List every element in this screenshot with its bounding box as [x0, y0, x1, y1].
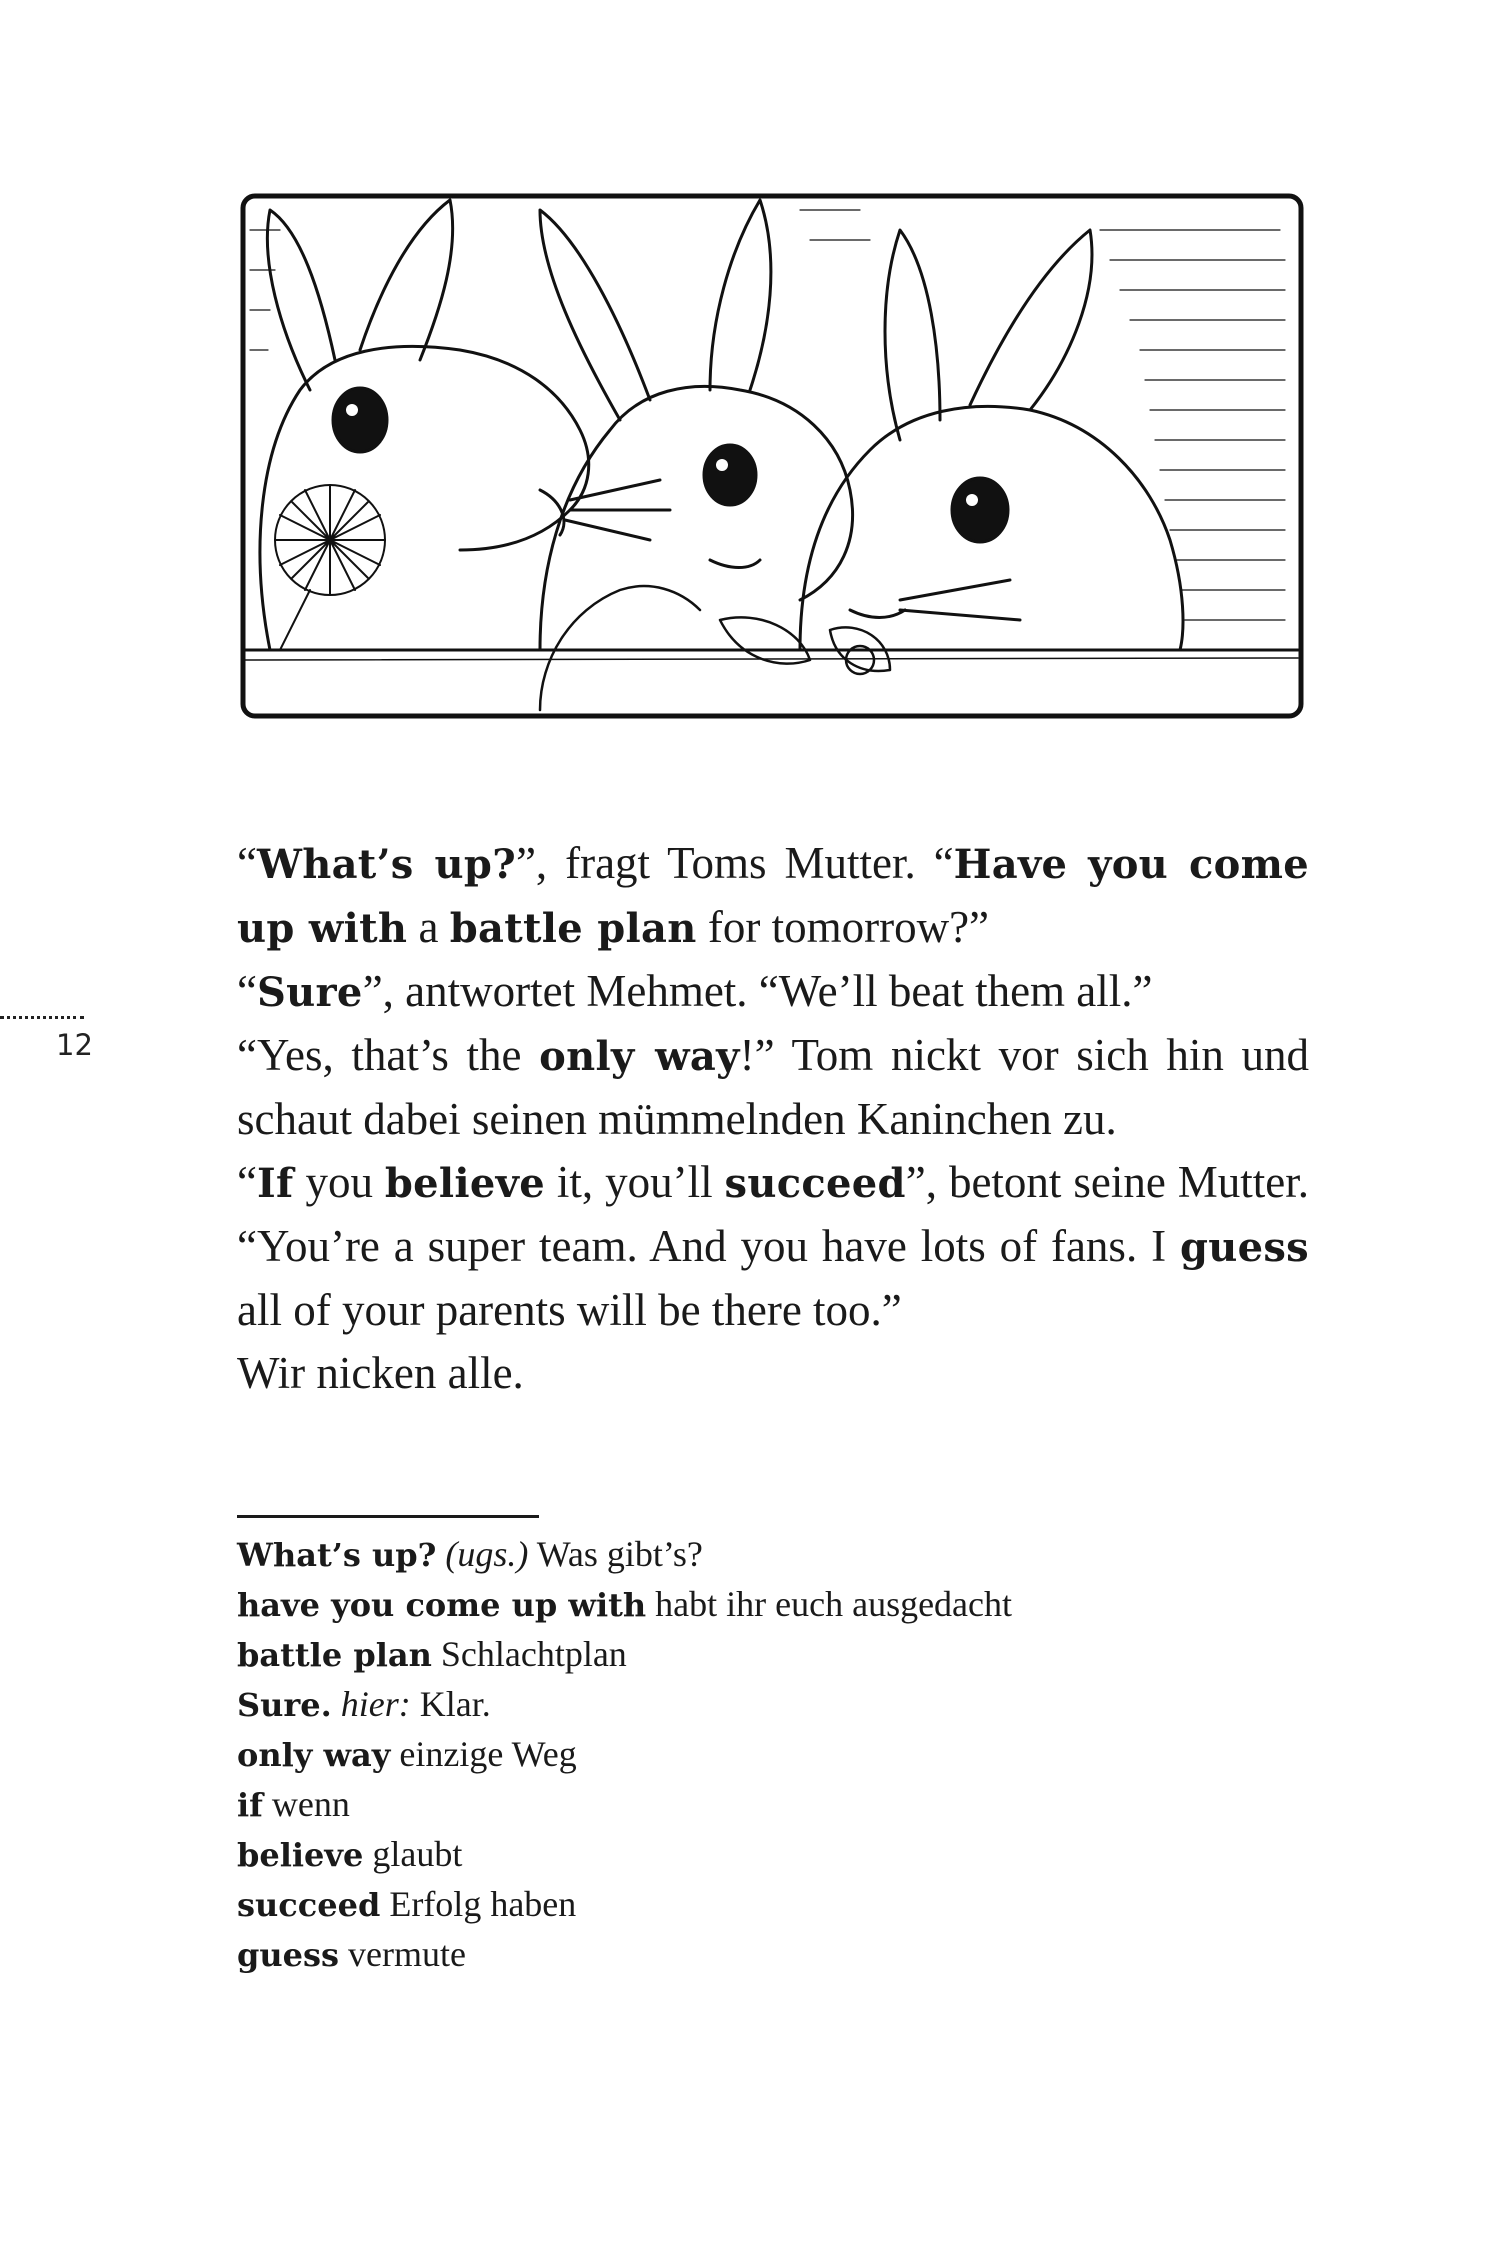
story-paragraph-3: “Yes, that’s the only way!” Tom nickt vor sich hin und schaut dabei seinen mümmelnden Kaninchen zu.	[237, 1030, 1310, 1144]
story-text	[237, 832, 1309, 1405]
vocab-have-you-come-up-with: Have you come up with	[237, 841, 1309, 952]
vocab-battle-plan: battle plan	[449, 905, 697, 952]
page-number-rule	[0, 1016, 84, 1019]
vocab-only-way: only way	[539, 1033, 740, 1080]
glossary-entry: battle plan Schlachtplan	[237, 1634, 627, 1674]
glossary-entry: Sure. hier: Klar.	[237, 1684, 491, 1724]
glossary-entry: only way einzige Weg	[237, 1734, 577, 1774]
glossary-entry: What’s up? (ugs.) Was gibt’s?	[237, 1534, 703, 1574]
story-paragraph-2: “Sure”, antwortet Mehmet. “We’ll beat them all.”	[237, 966, 1153, 1016]
glossary	[237, 1530, 1237, 1980]
glossary-entry: if wenn	[237, 1784, 350, 1824]
vocab-succeed: succeed	[724, 1160, 906, 1207]
glossary-entry: guess vermute	[237, 1934, 466, 1974]
glossary-entry: succeed Erfolg haben	[237, 1884, 577, 1924]
story-paragraph-4: “If you believe it, you’ll succeed”, betont seine Mutter. “You’re a super team. And you have lots of fans. I guess all of your parents will be there too.”	[237, 1157, 1310, 1335]
vocab-if: If	[256, 1160, 294, 1207]
vocab-believe: believe	[384, 1160, 545, 1207]
glossary-entry: believe glaubt	[237, 1834, 463, 1874]
page-number: 12	[56, 1028, 93, 1062]
glossary-rule	[237, 1515, 539, 1518]
glossary-entry: have you come up with habt ihr euch ausgedacht	[237, 1584, 1013, 1624]
vocab-sure: Sure	[256, 969, 363, 1016]
story-paragraph-1: “What’s up?”, fragt Toms Mutter. “Have you come up with a battle plan for tomorrow?”	[237, 838, 1309, 952]
vocab-whats-up: What’s up?	[256, 841, 516, 888]
vocab-guess: guess	[1179, 1224, 1309, 1271]
story-paragraph-5: Wir nicken alle.	[237, 1348, 524, 1398]
rabbits-illustration	[240, 190, 1305, 720]
